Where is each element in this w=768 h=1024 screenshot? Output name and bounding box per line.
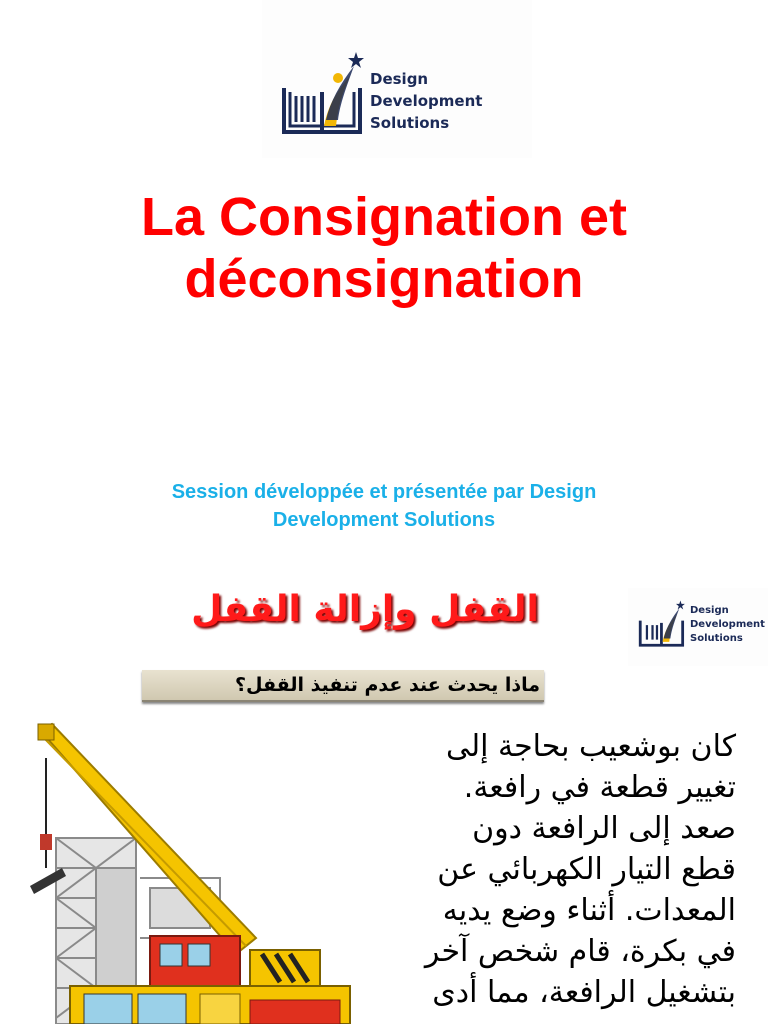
story-line: تغيير قطعة في رافعة. xyxy=(463,770,736,805)
title-line-2: déconsignation xyxy=(184,249,584,309)
story-line: في بكرة، قام شخص آخر xyxy=(424,934,736,969)
story-line: قطع التيار الكهربائي عن xyxy=(437,852,736,887)
book-logo-icon xyxy=(280,48,366,140)
logo-line: Development xyxy=(370,92,483,110)
logo-line: Design xyxy=(690,605,729,616)
crane-illustration xyxy=(0,718,360,1024)
story-line: بتشغيل الرافعة، مما أدى xyxy=(432,975,736,1010)
logo-text xyxy=(690,604,768,646)
logo-line: Solutions xyxy=(370,114,450,132)
subtitle-line-1: Session développée et présentée par Design xyxy=(171,481,597,503)
title-line-1: La Consignation et xyxy=(141,187,627,247)
story-line: كان بوشعيب بحاجة إلى xyxy=(446,729,736,764)
crane-hook xyxy=(40,834,52,850)
logo-text xyxy=(370,68,530,134)
subtitle-line-2: Development Solutions xyxy=(272,509,496,531)
logo-line: Design xyxy=(370,70,429,88)
logo-line: Solutions xyxy=(690,633,743,644)
question-text: ماذا يحدث عند عدم تنفيذ القفل؟ xyxy=(235,674,540,696)
company-logo-small xyxy=(628,588,768,666)
story-line: صعد إلى الرافعة دون xyxy=(472,811,736,846)
arabic-heading: القفل وإزالة القفل xyxy=(191,589,539,630)
story-text xyxy=(372,726,736,1013)
slide-title xyxy=(20,186,748,310)
company-logo xyxy=(262,0,532,158)
logo-line: Development xyxy=(690,619,765,630)
slide-subtitle xyxy=(60,478,708,534)
story-line: المعدات. أثناء وضع يديه xyxy=(442,893,736,928)
question-bar xyxy=(142,670,544,702)
book-logo-icon xyxy=(638,596,686,652)
